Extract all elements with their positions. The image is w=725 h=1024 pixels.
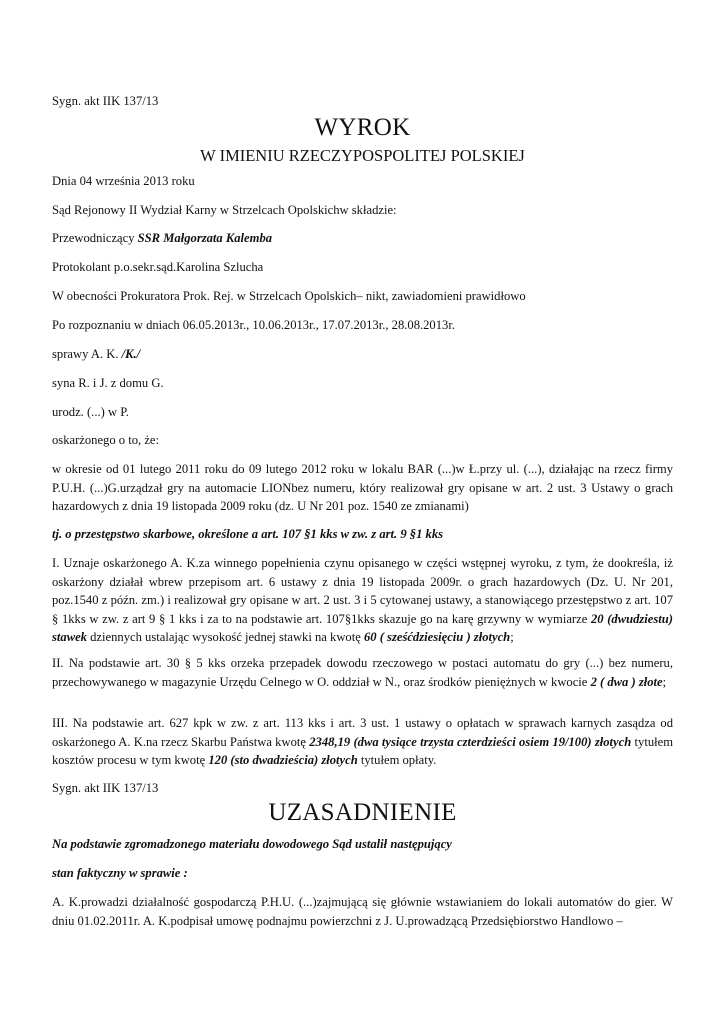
offense-qualification: tj. o przestępstwo skarbowe, określone a art. 107 §1 kks w zw. z art. 9 §1 kks xyxy=(52,527,444,541)
hearing-dates: Po rozpoznaniu w dniach 06.05.2013r., 10.06.2013r., 17.07.2013r., 28.08.2013r. xyxy=(52,318,455,332)
accused-intro: oskarżonego o to, że: xyxy=(52,433,160,447)
birth-info: urodz. (...) w P. xyxy=(52,405,129,419)
verdict-point-3 xyxy=(52,714,673,770)
case-of xyxy=(52,345,673,364)
point3-text-a: III. Na podstawie art. 627 kpk w zw. z art. 113 kks i art. 3 ust. 1 ustawy o opłatach w sprawach karnych zasądza od oskarżonego A. K.na rzecz Skarbu Państwa kwotę xyxy=(52,716,673,749)
case-label: sprawy A. K. xyxy=(52,347,122,361)
point2-amount: 2 ( dwa ) złote xyxy=(590,674,663,689)
case-name: /K./ xyxy=(121,347,141,361)
point1-fine-units: 20 (dwudziestu) stawek xyxy=(52,611,673,644)
son-of: syna R. i J. z domu G. xyxy=(52,376,164,390)
presiding-name: SSR Małgorzata Kalemba xyxy=(137,231,273,245)
point1-text-a: I. Uznaje oskarżonego A. K.za winnego popełnienia czynu opisanego w części wstępnej wyroku, z tym, że dookreśla, iż oskarżony działał wbrew przepisom art. 6 ustawy z dnia 19 listopada 2009r. o grach hazardowych (Dz. U. Nr 201, poz.1540 z późn. zm.) i realizował gry opisane w art. 2 ust. 3 i 5 cytowanej ustawy, a stanowiącego przestępstwo z art. 107 § 1kks w zw. z art 9 § 1 kks i za to na podstawie art. 107§1kks skazuje go na karę grzywny w wymiarze xyxy=(52,556,673,626)
court-composition: Sąd Rejonowy II Wydział Karny w Strzelcach Opolskichw składzie: xyxy=(52,203,397,217)
verdict-point-1 xyxy=(52,554,673,647)
point2-text-a: II. Na podstawie art. 30 § 5 kks orzeka przepadek dowodu rzeczowego w postaci automatu do gry (...) bez numeru, przechowywanego w magazynie Urzędu Celnego w O. oddział w N., oraz środków pieniężnych w kwocie xyxy=(52,656,673,689)
case-signature-top: Sygn. akt IIK 137/13 xyxy=(52,94,159,108)
point2-text-c: ; xyxy=(662,674,667,689)
verdict-point-2 xyxy=(52,654,673,691)
point1-unit-amount: 60 ( sześćdziesięciu ) złotych xyxy=(363,630,511,644)
facts-heading: stan faktyczny w sprawie : xyxy=(52,866,188,880)
justification-title: UZASADNIENIE xyxy=(268,799,457,826)
point3-text-e: tytułem opłaty. xyxy=(357,753,437,767)
document-subtitle: W IMIENIU RZECZYPOSPOLITEJ POLSKIEJ xyxy=(200,146,525,165)
judgment-date: Dnia 04 września 2013 roku xyxy=(52,174,195,188)
facts-paragraph: A. K.prowadzi działalność gospodarczą P.H.U. (...)zajmującą się głównie wstawianiem do lokali automatów do gier. W dniu 01.02.2011r. A. K.podpisał umowę podnajmu powierzchni z J. U.prowadzącą Przedsiębiorstwo Handlowo – xyxy=(52,895,673,928)
point1-text-c: dziennych ustalając wysokość jednej stawki na kwotę xyxy=(86,630,364,644)
point3-fee: 120 (sto dwadzieścia) złotych xyxy=(208,753,358,767)
point3-costs: 2348,19 (dwa tysiące trzysta czterdzieści osiem 19/100) złotych xyxy=(309,734,632,749)
charge-description: w okresie od 01 lutego 2011 roku do 09 lutego 2012 roku w lokalu BAR (...)w Ł.przy ul. (...), działając na rzecz firmy P.U.H. (...)G.urządzał gry na automacie LIONbez numeru, który realizował gry opisane w art. 2 ust. 3 Ustawy o grach hazardowych z dnia 19 listopada 2009 roku (dz. U Nr 201 poz. 1540 ze zmianami) xyxy=(52,462,673,513)
justification-basis: Na podstawie zgromadzonego materiału dowodowego Sąd ustalił następujący xyxy=(52,837,452,851)
point1-text-e: ; xyxy=(510,630,514,644)
case-signature-bottom: Sygn. akt IIK 137/13 xyxy=(52,781,159,795)
point3-text-c: tytułem kosztów procesu w tym kwotę xyxy=(52,734,674,767)
prosecutor-presence: W obecności Prokuratora Prok. Rej. w Strzelcach Opolskich– nikt, zawiadomieni prawidłowo xyxy=(52,289,526,303)
presiding-label: Przewodniczący xyxy=(52,231,138,245)
document-title: WYROK xyxy=(314,114,411,141)
presiding-judge xyxy=(52,229,673,248)
court-clerk: Protokolant p.o.sekr.sąd.Karolina Szlucha xyxy=(52,260,264,274)
